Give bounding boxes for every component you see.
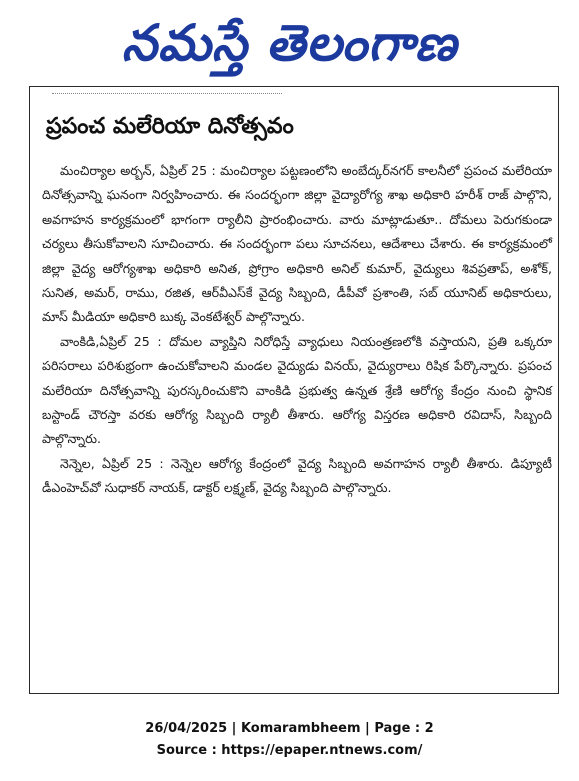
article-paragraph: మంచిర్యాల అర్బన్, ఏప్రిల్ 25 : మంచిర్యాల పట్టణంలోని అంబేద్కర్‌నగర్ కాలనీలో ప్రపంచ మలేరియా దినోత్సవాన్ని ఘనంగా నిర్వహించారు. ఈ సందర్భంగా జిల్లా వైద్యారోగ్య శాఖ అధికారి హరీశ్ రాజ్ పాల్గొని, అవగాహన కార్యక్రమంలో భాగంగా ర్యాలీని ప్రారంభించారు. వారు మాట్లాడుతూ.. దోమలు పెరుగకుండా చర్యలు తీసుకోవాలని సూచించారు. ఈ సందర్భంగా పలు సూచనలు, ఆదేశాలు చేశారు. ఈ కార్యక్రమంలో జిల్లా వైద్య ఆరోగ్యశాఖ అధికారి అనిత, ప్రోగ్రాం అధికారి అనిల్ కుమార్, వైద్యులు శివప్రతాప్, అశోక్, సునిత, అమర్, రాము, రజిత, ఆర్‌వీఎస్‌కే వైద్య సిబ్బంది, డీపీవో ప్రశాంతి, సబ్ యూనిట్ అధికారులు, మాస్ మీడియా అధికారి బుక్క వెంకటేశ్వర్ పాల్గొన్నారు. [42,163,552,325]
news-clipping [29,86,559,694]
newspaper-logo: నమస్తే తెలంగాణ [121,14,458,72]
article-headline: ప్రపంచ మలేరియా దినోత్సవం [46,114,294,139]
source-link[interactable]: Source : https://epaper.ntnews.com/ [156,743,423,758]
article-paragraph: వాంకిడి,ఏప్రిల్ 25 : దోమల వ్యాప్తిని నిరోధిస్తే వ్యాధులు నియంత్రణలోకి వస్తాయని, ప్రతి ఒక్కరూ పరిసరాలు పరిశుభ్రంగా ఉంచుకోవాలని మండల వైద్యుడు వినయ్, వైద్యురాలు రిషిక పేర్కొన్నారు. ప్రపంచ మలేరియా దినోత్సవాన్ని పురస్కరించుకొని వాంకిడి ప్రభుత్వ ఉన్నత శ్రేణి ఆరోగ్య కేంద్రం నుంచి స్థానిక బస్టాండ్ చౌరస్తా వరకు ఆరోగ్య సిబ్బంది ర్యాలీ తీశారు. ఆరోగ్య విస్తరణ అధికారి రవిదాస్, సిబ్బంది పాల్గొన్నారు. [42,333,552,447]
edition-info: 26/04/2025 | Komarambheem | Page : 2 [145,721,434,736]
article-paragraph: నెన్నెల, ఏప్రిల్ 25 : నెన్నెల ఆరోగ్య కేంద్రంలో వైద్య సిబ్బంది అవగాహన ర్యాలీ తీశారు. డిప్యూటీ డీఎంహెచ్‌వో సుధాకర్ నాయక్, డాక్టర్ లక్ష్మణ్, వైద్య సిబ్బంది పాల్గొన్నారు. [42,455,552,496]
clipping-cut-edge [52,93,282,102]
article-body [42,159,552,501]
page-footer [0,718,579,762]
masthead [0,0,579,88]
